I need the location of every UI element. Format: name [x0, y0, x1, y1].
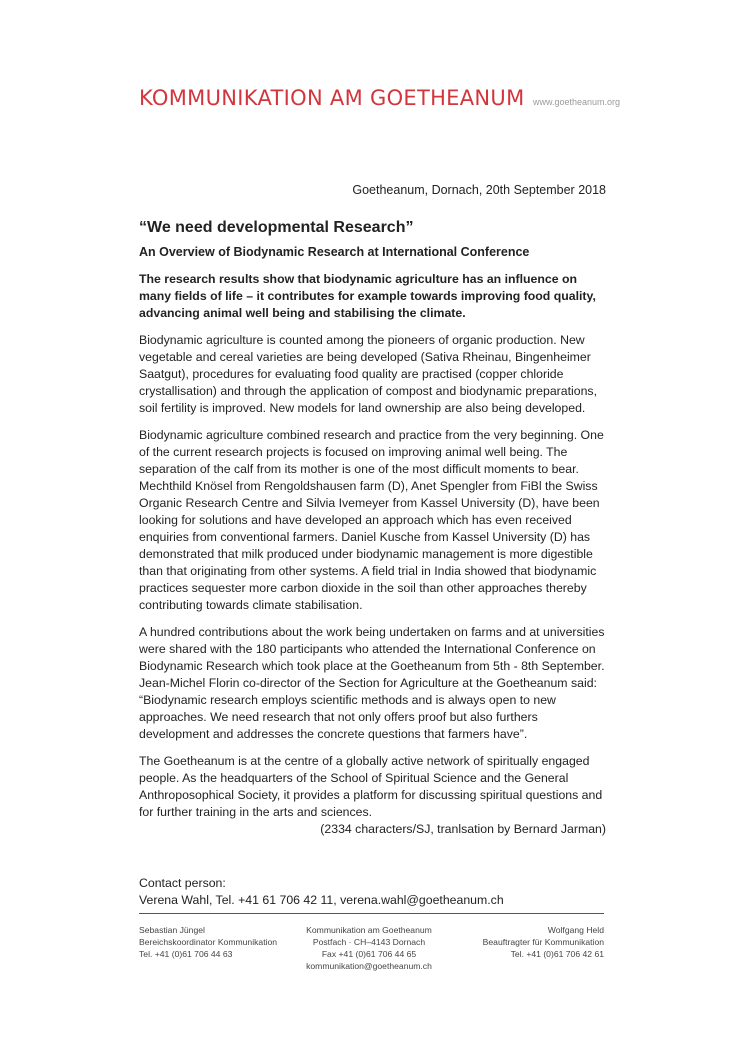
contact-block	[139, 875, 504, 909]
footer-center-email[interactable]: kommunikation@goetheanum.ch	[306, 961, 432, 971]
letterhead	[139, 86, 620, 110]
footer-left-role: Bereichskoordinator Kommunikation	[139, 937, 278, 947]
press-release-body	[139, 218, 606, 838]
headline: “We need developmental Research”	[139, 219, 414, 236]
brand-name: KOMMUNIKATION AM GOETHEANUM	[139, 86, 525, 110]
body-paragraph-4: The Goetheanum is at the centre of a globally active network of spiritually engaged people. As the headquarters of the School of Spiritual Science and the General Anthroposophical Society, it provides a platform for discussing spiritual questions and for further training in the arts and sciences.	[139, 754, 603, 819]
footer-center-address: Postfach · CH–4143 Dornach	[312, 937, 426, 947]
footer-right-role: Beauftragter für Kommunikation	[482, 937, 604, 947]
body-paragraph-2: Biodynamic agriculture combined research and practice from the very beginning. One of the current research projects is focused on improving animal well being. The separation of the calf from its mother is one of the most difficult moments to bear. Mechthild Knösel from Rengoldshausen farm (D), Anet Spengler from FiBl the Swiss Organic Research Centre and Silvia Ivemeyer from Kassel University (D), have been looking for solutions and have developed an approach which has even received enquiries from conventional farmers. Daniel Kusche from Kassel University (D) has demonstrated that milk produced under biodynamic management is more digestible than that originating from other systems. A field trial in India showed that biodynamic practices sequester more carbon dioxide in the soil than other approaches thereby contributing towards climate stabilisation.	[139, 428, 604, 612]
body-paragraph-3: A hundred contributions about the work being undertaken on farms and at universities were shared with the 180 participants who attended the International Conference on Biodynamic Research which took place at the Goetheanum from 5th - 8th September. Jean-Michel Florin co-director of the Section for Agriculture at the Goetheanum said: “Biodynamic research employs scientific methods and is always open to new approaches. We need research that not only offers proof but also furthers development and addresses the concrete questions that farmers have”.	[139, 625, 605, 741]
footer-center-fax: Fax +41 (0)61 706 44 65	[321, 949, 417, 959]
footer-divider	[139, 913, 604, 914]
footer-left-name: Sebastian Jüngel	[139, 925, 205, 935]
footer-right-phone: Tel. +41 (0)61 706 42 61	[510, 949, 604, 959]
footer-center-column	[269, 924, 469, 972]
footer-left-column	[139, 924, 277, 960]
lead-paragraph: The research results show that biodynamic agriculture has an influence on many fields of life – it contributes for example towards improving food quality, advancing animal well being and stabilising the climate.	[139, 272, 596, 320]
footer-left-phone: Tel. +41 (0)61 706 44 63	[139, 949, 233, 959]
subheadline: An Overview of Biodynamic Research at International Conference	[139, 245, 530, 259]
body-paragraph-1: Biodynamic agriculture is counted among the pioneers of organic production. New vegetable and cereal varieties are being developed (Sativa Rheinau, Bingenheimer Saatgut), procedures for evaluating food quality are practised (copper chloride crystallisation) and through the application of compost and biodynamic preparations, soil fertility is improved. New models for land ownership are also being developed.	[139, 333, 597, 415]
footer-right-name: Wolfgang Held	[547, 925, 604, 935]
contact-details: Verena Wahl, Tel. +41 61 706 42 11, verena.wahl@goetheanum.ch	[139, 893, 504, 907]
dateline: Goetheanum, Dornach, 20th September 2018	[352, 183, 606, 197]
website-link[interactable]: www.goetheanum.org	[532, 97, 621, 107]
contact-label: Contact person:	[139, 876, 226, 890]
character-count-credit: (2334 characters/SJ, tranlsation by Bernard Jarman)	[320, 822, 606, 836]
footer-right-column	[483, 924, 604, 960]
footer-center-org: Kommunikation am Goetheanum	[306, 925, 432, 935]
